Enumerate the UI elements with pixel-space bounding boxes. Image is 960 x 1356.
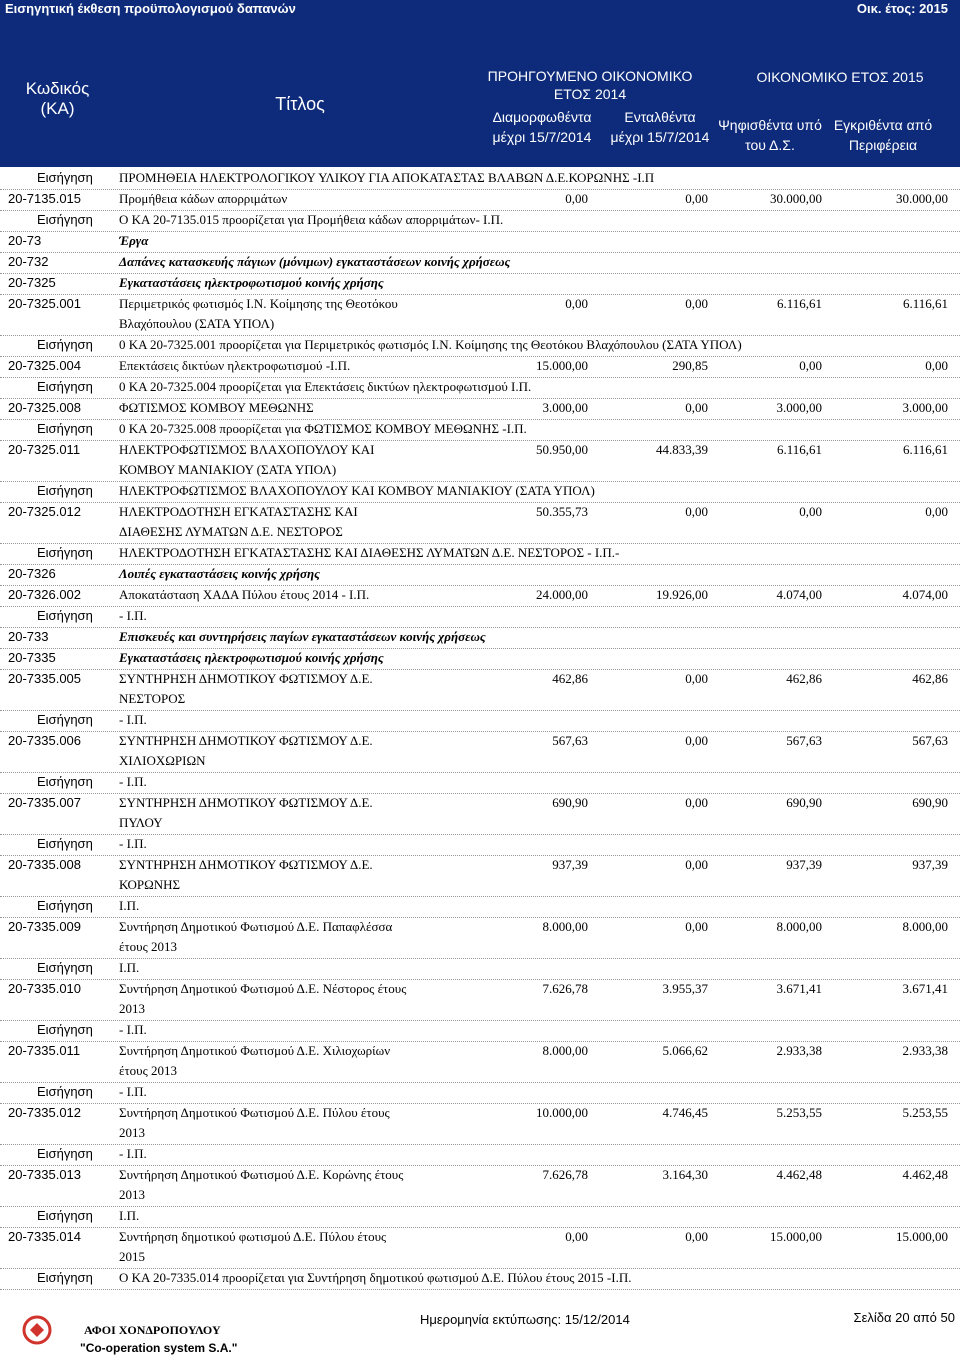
account-code: 20-7335.011	[8, 1043, 81, 1058]
value-shaped-2014: 8.000,00	[542, 919, 588, 934]
account-code: 20-7335.010	[8, 981, 82, 996]
note-row	[0, 606, 960, 628]
account-code: 20-732	[8, 254, 49, 269]
item-title: ΣΥΝΤΗΡΗΣΗ ΔΗΜΟΤΙΚΟΥ ΦΩΤΙΣΜΟΥ Δ.Ε.	[119, 671, 373, 686]
table-row	[0, 979, 960, 1021]
group-title: Δαπάνες κατασκευής πάγιων (μόνιμων) εγκαταστάσεων κοινής χρήσεως	[119, 254, 511, 269]
note-text: - Ι.Π.	[119, 1022, 147, 1037]
header-col1-line1: Διαμορφωθέντα	[492, 109, 592, 125]
account-code: 20-7335.008	[8, 857, 82, 872]
note-text: 0 ΚΑ 20-7325.001 προορίζεται για Περιμετρικός φωτισμός Ι.Ν. Κοίμησης της Θεοτόκου Βλαχόπουλου (ΣΑΤΑ ΥΠΟΛ)	[119, 337, 742, 352]
header-col4	[808, 115, 958, 155]
value-shaped-2014: 50.950,00	[536, 442, 588, 457]
account-code: 20-7335.005	[8, 671, 82, 686]
table-row	[0, 440, 960, 482]
value-committed-2014: 0,00	[685, 400, 708, 415]
value-approved-2015: 690,90	[912, 795, 948, 810]
item-title-cont: έτους 2013	[119, 1063, 178, 1078]
item-title-cont: ΚΟΡΩΝΗΣ	[119, 877, 181, 892]
item-title: Προμήθεια κάδων απορριμάτων	[119, 191, 288, 206]
group-row	[0, 564, 960, 586]
account-code: 20-7335.012	[8, 1105, 82, 1120]
value-committed-2014: 0,00	[685, 671, 708, 686]
table-row	[0, 189, 960, 211]
note-text: ΗΛΕΚΤΡΟΦΩΤΙΣΜΟΣ ΒΛΑΧΟΠΟΥΛΟΥ ΚΑΙ ΚΟΜΒΟΥ ΜΑΝΙΑΚΙΟΥ (ΣΑΤΑ ΥΠΟΛ)	[119, 483, 595, 498]
value-voted-2015: 4.074,00	[776, 587, 822, 602]
group-row	[0, 231, 960, 253]
note-label: Εισήγηση	[37, 1270, 93, 1285]
item-title-cont: 2013	[119, 1187, 145, 1202]
header-code	[10, 79, 105, 119]
account-code: 20-7326.002	[8, 587, 82, 602]
note-label: Εισήγηση	[37, 212, 93, 227]
table-row	[0, 793, 960, 835]
group-title: Εγκαταστάσεις ηλεκτροφωτισμού κοινής χρήσης	[119, 275, 384, 290]
table-row	[0, 356, 960, 378]
note-row	[0, 1020, 960, 1042]
note-text: - Ι.Π.	[119, 608, 147, 623]
note-row	[0, 419, 960, 441]
group-row	[0, 273, 960, 295]
note-label: Εισήγηση	[37, 170, 93, 185]
group-row	[0, 252, 960, 274]
value-shaped-2014: 0,00	[565, 191, 588, 206]
header-col2-line2: μέχρι 15/7/2014	[610, 129, 710, 145]
note-text: Ο ΚΑ 20-7135.015 προορίζεται για Προμήθεια κάδων απορριμάτων- Ι.Π.	[119, 212, 504, 227]
value-voted-2015: 6.116,61	[776, 442, 822, 457]
value-committed-2014: 290,85	[672, 358, 708, 373]
item-title-cont: ΝΕΣΤΟΡΟΣ	[119, 691, 186, 706]
item-title-cont: ΠΥΛΟΥ	[119, 815, 163, 830]
page-footer	[0, 1305, 960, 1356]
header-code-line2: (ΚΑ)	[40, 99, 75, 118]
note-row	[0, 481, 960, 503]
value-approved-2015: 0,00	[925, 504, 948, 519]
value-shaped-2014: 50.355,73	[536, 504, 588, 519]
header-cur-year: ΟΙΚΟΝΟΜΙΚΟ ΕΤΟΣ 2015	[756, 69, 924, 85]
group-title: Λοιπές εγκαταστάσεις κοινής χρήσης	[119, 566, 320, 581]
value-shaped-2014: 3.000,00	[542, 400, 588, 415]
account-code: 20-7335.014	[8, 1229, 82, 1244]
value-committed-2014: 3.164,30	[662, 1167, 708, 1182]
note-label: Εισήγηση	[37, 483, 93, 498]
value-committed-2014: 0,00	[685, 795, 708, 810]
header-col1-line2: μέχρι 15/7/2014	[492, 129, 592, 145]
note-row	[0, 210, 960, 232]
system-name: "Co-operation system S.A."	[80, 1341, 238, 1355]
value-committed-2014: 3.955,37	[662, 981, 708, 996]
account-code: 20-7325	[8, 275, 56, 290]
account-code: 20-7335.009	[8, 919, 82, 934]
value-committed-2014: 19.926,00	[656, 587, 708, 602]
value-voted-2015: 3.671,41	[776, 981, 822, 996]
account-code: 20-733	[8, 629, 49, 644]
account-code: 20-7335.006	[8, 733, 82, 748]
item-title: ΗΛΕΚΤΡΟΦΩΤΙΣΜΟΣ ΒΛΑΧΟΠΟΥΛΟΥ ΚΑΙ	[119, 442, 375, 457]
note-label: Εισήγηση	[37, 421, 93, 436]
header-prev-year	[460, 67, 720, 103]
value-voted-2015: 0,00	[799, 358, 822, 373]
note-label: Εισήγηση	[37, 1022, 93, 1037]
value-shaped-2014: 0,00	[565, 296, 588, 311]
value-approved-2015: 4.074,00	[902, 587, 948, 602]
group-title: Επισκευές και συντηρήσεις παγίων εγκαταστάσεων κοινής χρήσεως	[119, 629, 486, 644]
value-approved-2015: 0,00	[925, 358, 948, 373]
value-committed-2014: 0,00	[685, 857, 708, 872]
table-row	[0, 917, 960, 959]
note-text: ΗΛΕΚΤΡΟΔΟΤΗΣΗ ΕΓΚΑΤΑΣΤΑΣΗΣ ΚΑΙ ΔΙΑΘΕΣΗΣ ΛΥΜΑΤΩΝ Δ.Ε. ΝΕΣΤΟΡΟΣ - Ι.Π.-	[119, 545, 620, 560]
item-title-cont: ΚΟΜΒΟΥ ΜΑΝΙΑΚΙΟΥ (ΣΑΤΑ ΥΠΟΛ)	[119, 462, 337, 477]
print-date: Ημερομηνία εκτύπωσης: 15/12/2014	[420, 1312, 630, 1327]
note-label: Εισήγηση	[37, 712, 93, 727]
note-row	[0, 1144, 960, 1166]
value-shaped-2014: 0,00	[565, 1229, 588, 1244]
value-shaped-2014: 937,39	[552, 857, 588, 872]
account-code: 20-73	[8, 233, 42, 248]
value-voted-2015: 15.000,00	[770, 1229, 822, 1244]
table-row	[0, 1227, 960, 1269]
table-row	[0, 502, 960, 544]
group-row	[0, 627, 960, 649]
item-title-cont: έτους 2013	[119, 939, 178, 954]
value-voted-2015: 3.000,00	[776, 400, 822, 415]
note-row	[0, 1082, 960, 1104]
item-title: ΣΥΝΤΗΡΗΣΗ ΔΗΜΟΤΙΚΟΥ ΦΩΤΙΣΜΟΥ Δ.Ε.	[119, 733, 373, 748]
account-code: 20-7325.011	[8, 442, 81, 457]
item-title: Συντήρηση Δημοτικού Φωτισμού Δ.Ε. Πύλου έτους	[119, 1105, 390, 1120]
item-title-cont: 2013	[119, 1001, 145, 1016]
note-row	[0, 710, 960, 732]
note-text: - Ι.Π.	[119, 774, 147, 789]
table-row	[0, 398, 960, 420]
note-label: Εισήγηση	[37, 545, 93, 560]
header-prev-year-line2: ΕΤΟΣ 2014	[553, 86, 627, 102]
value-voted-2015: 8.000,00	[776, 919, 822, 934]
value-voted-2015: 0,00	[799, 504, 822, 519]
note-label: Εισήγηση	[37, 608, 93, 623]
value-committed-2014: 44.833,39	[656, 442, 708, 457]
value-voted-2015: 4.462,48	[776, 1167, 822, 1182]
note-row	[0, 1268, 960, 1290]
note-text: - Ι.Π.	[119, 712, 147, 727]
note-text: - Ι.Π.	[119, 836, 147, 851]
value-committed-2014: 4.746,45	[662, 1105, 708, 1120]
note-text: 0 ΚΑ 20-7325.004 προορίζεται για Επεκτάσεις δικτύων ηλεκτροφωτισμού Ι.Π.	[119, 379, 532, 394]
item-title-cont: ΧΙΛΙΟΧΩΡΙΩΝ	[119, 753, 206, 768]
note-label: Εισήγηση	[37, 379, 93, 394]
value-shaped-2014: 7.626,78	[542, 1167, 588, 1182]
header-col4-line2: Περιφέρεια	[848, 137, 918, 153]
item-title-cont: 2013	[119, 1125, 145, 1140]
account-code: 20-7325.001	[8, 296, 82, 311]
header-code-line1: Κωδικός	[25, 79, 90, 98]
value-voted-2015: 5.253,55	[776, 1105, 822, 1120]
value-voted-2015: 30.000,00	[770, 191, 822, 206]
value-committed-2014: 5.066,62	[662, 1043, 708, 1058]
value-voted-2015: 937,39	[786, 857, 822, 872]
value-approved-2015: 30.000,00	[896, 191, 948, 206]
value-voted-2015: 567,63	[786, 733, 822, 748]
note-text: Ι.Π.	[119, 898, 140, 913]
account-code: 20-7325.012	[8, 504, 82, 519]
note-label: Εισήγηση	[37, 774, 93, 789]
table-row	[0, 1103, 960, 1145]
item-title: Συντήρηση Δημοτικού Φωτισμού Δ.Ε. Χιλιοχωρίων	[119, 1043, 391, 1058]
item-title-cont: Βλαχόπουλου (ΣΑΤΑ ΥΠΟΛ)	[119, 316, 275, 331]
note-row	[0, 958, 960, 980]
note-label: Εισήγηση	[37, 960, 93, 975]
value-approved-2015: 567,63	[912, 733, 948, 748]
item-title: ΣΥΝΤΗΡΗΣΗ ΔΗΜΟΤΙΚΟΥ ΦΩΤΙΣΜΟΥ Δ.Ε.	[119, 857, 373, 872]
value-shaped-2014: 462,86	[552, 671, 588, 686]
item-title: Συντήρηση Δημοτικού Φωτισμού Δ.Ε. Παπαφλέσσα	[119, 919, 393, 934]
note-label: Εισήγηση	[37, 1208, 93, 1223]
table-row	[0, 669, 960, 711]
value-shaped-2014: 7.626,78	[542, 981, 588, 996]
note-label: Εισήγηση	[37, 1084, 93, 1099]
note-row	[0, 896, 960, 918]
value-approved-2015: 6.116,61	[902, 296, 948, 311]
company-logo-icon	[22, 1315, 52, 1345]
item-title: ΗΛΕΚΤΡΟΔΟΤΗΣΗ ΕΓΚΑΤΑΣΤΑΣΗΣ ΚΑΙ	[119, 504, 358, 519]
account-code: 20-7325.008	[8, 400, 82, 415]
report-title: Εισηγητική έκθεση προϋπολογισμού δαπανών	[5, 1, 296, 16]
top-bar	[0, 0, 960, 17]
item-title: Συντήρηση δημοτικού φωτισμού Δ.Ε. Πύλου έτους	[119, 1229, 387, 1244]
note-label: Εισήγηση	[37, 898, 93, 913]
note-text: 0 ΚΑ 20-7325.008 προορίζεται για ΦΩΤΙΣΜΟΣ ΚΟΜΒΟΥ ΜΕΘΩΝΗΣ -Ι.Π.	[119, 421, 527, 436]
account-code: 20-7335.007	[8, 795, 82, 810]
value-voted-2015: 2.933,38	[776, 1043, 822, 1058]
note-label: Εισήγηση	[37, 836, 93, 851]
note-text: Ο ΚΑ 20-7335.014 προορίζεται για Συντήρηση δημοτικού φωτισμού Δ.Ε. Πύλου έτους 2015 -Ι.Π.	[119, 1270, 632, 1285]
note-row	[0, 772, 960, 794]
value-committed-2014: 0,00	[685, 733, 708, 748]
header-col2-line1: Ενταλθέντα	[624, 109, 696, 125]
item-title: Συντήρηση Δημοτικού Φωτισμού Δ.Ε. Κορώνης έτους	[119, 1167, 404, 1182]
header-title: Τίτλος	[275, 94, 325, 114]
group-title: Εγκαταστάσεις ηλεκτροφωτισμού κοινής χρήσης	[119, 650, 384, 665]
value-approved-2015: 4.462,48	[902, 1167, 948, 1182]
table-row	[0, 855, 960, 897]
item-title: Συντήρηση Δημοτικού Φωτισμού Δ.Ε. Νέστορος έτους	[119, 981, 407, 996]
note-row	[0, 543, 960, 565]
page-number: Σελίδα 20 από 50	[853, 1310, 955, 1325]
value-shaped-2014: 24.000,00	[536, 587, 588, 602]
item-title-cont: ΔΙΑΘΕΣΗΣ ΛΥΜΑΤΩΝ Δ.Ε. ΝΕΣΤΟΡΟΣ	[119, 524, 343, 539]
value-committed-2014: 0,00	[685, 1229, 708, 1244]
account-code: 20-7325.004	[8, 358, 82, 373]
value-committed-2014: 0,00	[685, 504, 708, 519]
account-code: 20-7326	[8, 566, 56, 581]
group-row	[0, 648, 960, 670]
value-approved-2015: 937,39	[912, 857, 948, 872]
value-approved-2015: 15.000,00	[896, 1229, 948, 1244]
account-code: 20-7335	[8, 650, 56, 665]
value-voted-2015: 462,86	[786, 671, 822, 686]
value-committed-2014: 0,00	[685, 296, 708, 311]
note-text: - Ι.Π.	[119, 1084, 147, 1099]
header-prev-year-line1: ΠΡΟΗΓΟΥΜΕΝΟ ΟΙΚΟΝΟΜΙΚΟ	[487, 68, 693, 84]
note-text: - Ι.Π.	[119, 1146, 147, 1161]
value-approved-2015: 3.671,41	[902, 981, 948, 996]
note-text: Ι.Π.	[119, 1208, 140, 1223]
note-row	[0, 834, 960, 856]
value-approved-2015: 5.253,55	[902, 1105, 948, 1120]
table-row	[0, 294, 960, 336]
value-shaped-2014: 10.000,00	[536, 1105, 588, 1120]
note-label: Εισήγηση	[37, 1146, 93, 1161]
header-col3-line2: του Δ.Σ.	[745, 137, 795, 153]
note-row	[0, 1206, 960, 1228]
item-title: ΣΥΝΤΗΡΗΣΗ ΔΗΜΟΤΙΚΟΥ ΦΩΤΙΣΜΟΥ Δ.Ε.	[119, 795, 373, 810]
note-row	[0, 168, 960, 190]
value-voted-2015: 690,90	[786, 795, 822, 810]
item-title: Επεκτάσεις δικτύων ηλεκτροφωτισμού -Ι.Π.	[119, 358, 351, 373]
item-title: ΦΩΤΙΣΜΟΣ ΚΟΜΒΟΥ ΜΕΘΩΝΗΣ	[119, 400, 314, 415]
table-row	[0, 585, 960, 607]
note-label: Εισήγηση	[37, 337, 93, 352]
table-row	[0, 1165, 960, 1207]
value-approved-2015: 3.000,00	[902, 400, 948, 415]
value-approved-2015: 2.933,38	[902, 1043, 948, 1058]
value-shaped-2014: 8.000,00	[542, 1043, 588, 1058]
value-approved-2015: 8.000,00	[902, 919, 948, 934]
table-row	[0, 1041, 960, 1083]
value-voted-2015: 6.116,61	[776, 296, 822, 311]
item-title: Περιμετρικός φωτισμός Ι.Ν. Κοίμησης της Θεοτόκου	[119, 296, 398, 311]
account-code: 20-7135.015	[8, 191, 82, 206]
value-shaped-2014: 567,63	[552, 733, 588, 748]
note-row	[0, 335, 960, 357]
item-title: Αποκατάσταση ΧΑΔΑ Πύλου έτους 2014 - Ι.Π.	[119, 587, 370, 602]
group-title: Έργα	[119, 233, 149, 248]
note-text: Ι.Π.	[119, 960, 140, 975]
value-approved-2015: 6.116,61	[902, 442, 948, 457]
account-code: 20-7335.013	[8, 1167, 82, 1182]
fiscal-year: Οικ. έτος: 2015	[856, 1, 948, 16]
header-col4-line1: Εγκριθέντα από	[833, 117, 933, 133]
table-row	[0, 731, 960, 773]
value-shaped-2014: 15.000,00	[536, 358, 588, 373]
table-header	[0, 17, 960, 167]
header-col3-line1: Ψηφισθέντα υπό	[718, 117, 822, 133]
value-committed-2014: 0,00	[685, 919, 708, 934]
value-committed-2014: 0,00	[685, 191, 708, 206]
item-title-cont: 2015	[119, 1249, 145, 1264]
value-approved-2015: 462,86	[912, 671, 948, 686]
value-shaped-2014: 690,90	[552, 795, 588, 810]
company-name: ΑΦΟΙ ΧΟΝΔΡΟΠΟΥΛΟΥ	[84, 1323, 221, 1337]
note-row	[0, 377, 960, 399]
note-text: ΠΡΟΜΗΘΕΙΑ ΗΛΕΚΤΡΟΛΟΓΙΚΟΥ ΥΛΙΚΟΥ ΓΙΑ ΑΠΟΚΑΤΑΣΤΑΣ ΒΛΑΒΩΝ Δ.Ε.ΚΟΡΩΝΗΣ -Ι.Π	[119, 170, 655, 185]
